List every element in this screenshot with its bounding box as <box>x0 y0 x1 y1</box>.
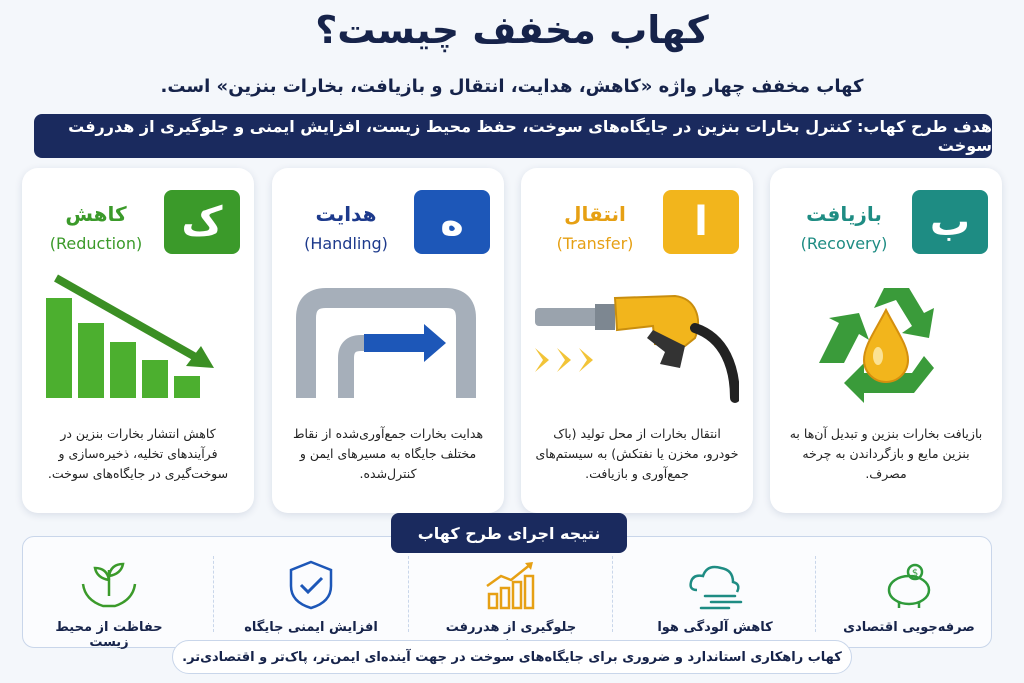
page-title: کهاب مخفف چیست؟ <box>315 8 709 52</box>
divider <box>408 556 409 632</box>
goal-text: هدف طرح کهاب: کنترل بخارات بنزین در جایگاه‌های سوخت، حفظ محیط زیست، افزایش ایمنی و جلوگیری از هدررفت سوخت <box>68 117 992 155</box>
card-reduction <box>22 168 254 513</box>
card-recovery <box>770 168 1002 513</box>
cloud-wind-icon <box>685 560 745 610</box>
footer-text: کهاب راهکاری استاندارد و ضروری برای جایگاه‌های سوخت در جهت آینده‌ای ایمن‌تر، پاک‌تر و اقتصادی‌تر. <box>182 649 842 665</box>
result-label: حفاظت از محیط زیست <box>55 620 163 650</box>
growth-chart-icon <box>481 560 541 610</box>
letter-badge-reduction: ک <box>164 190 240 254</box>
page-subtitle: کهاب مخفف چهار واژه «کاهش، هدایت، انتقال و بازیافت، بخارات بنزین» است. <box>160 76 864 97</box>
result-item-air <box>640 560 790 635</box>
result-label: صرفه‌جویی اقتصادی <box>843 620 975 635</box>
result-item-economy <box>834 560 984 635</box>
card-subtitle-recovery: (Recovery) <box>800 234 888 253</box>
result-item-safety <box>236 560 386 635</box>
card-handling <box>272 168 504 513</box>
card-description-recovery: بازیافت بخارات بنزین و تبدیل آن‌ها به بنزین مایع و بازگرداندن به چرخه مصرف. <box>789 426 983 481</box>
divider <box>612 556 613 632</box>
fuel-nozzle-icon <box>535 268 739 408</box>
hands-plant-icon <box>79 560 139 610</box>
svg-text:$: $ <box>911 568 919 579</box>
shield-check-icon <box>281 560 341 610</box>
recycle-drop-icon <box>784 268 988 408</box>
results-title: نتیجه اجرای طرح کهاب <box>391 513 627 553</box>
card-subtitle-handling: (Handling) <box>304 234 388 253</box>
declining-chart-icon <box>36 268 240 408</box>
piggy-bank-icon <box>879 560 939 610</box>
divider <box>213 556 214 632</box>
letter-badge-handling: ه <box>414 190 490 254</box>
result-item-fuel <box>436 560 586 650</box>
card-description-reduction: کاهش انتشار بخارات بنزین در فرآیندهای تخلیه، ذخیره‌سازی و سوخت‌گیری در جایگاه‌های سوخت. <box>47 426 229 481</box>
card-description-handling: هدایت بخارات جمع‌آوری‌شده از نقاط مختلف جایگاه به مسیرهای ایمن و کنترل‌شده. <box>292 426 484 481</box>
divider <box>815 556 816 632</box>
card-description-transfer: انتقال بخارات از محل تولید (باک خودرو، مخزن یا نفتکش) به سیستم‌های جمع‌آوری و بازیافت. <box>535 426 739 481</box>
letter-badge-recovery: ب <box>912 190 988 254</box>
cards-row <box>22 168 1002 513</box>
card-subtitle-transfer: (Transfer) <box>556 234 634 253</box>
card-subtitle-reduction: (Reduction) <box>49 234 143 253</box>
letter-badge-transfer: ا <box>663 190 739 254</box>
goal-banner <box>34 114 992 158</box>
card-transfer <box>521 168 753 513</box>
card-title-transfer: انتقال <box>564 202 626 226</box>
result-item-environment <box>34 560 184 650</box>
card-title-reduction: کاهش <box>65 202 127 226</box>
card-title-handling: هدایت <box>315 202 377 226</box>
footer-banner <box>172 640 852 674</box>
result-label: کاهش آلودگی هوا <box>657 620 773 635</box>
result-label: جلوگیری از هدررفت <box>445 620 577 635</box>
card-title-recovery: بازیافت <box>806 202 882 226</box>
result-label: افزایش ایمنی جایگاه <box>244 620 378 635</box>
pipe-arrow-icon <box>286 268 490 408</box>
